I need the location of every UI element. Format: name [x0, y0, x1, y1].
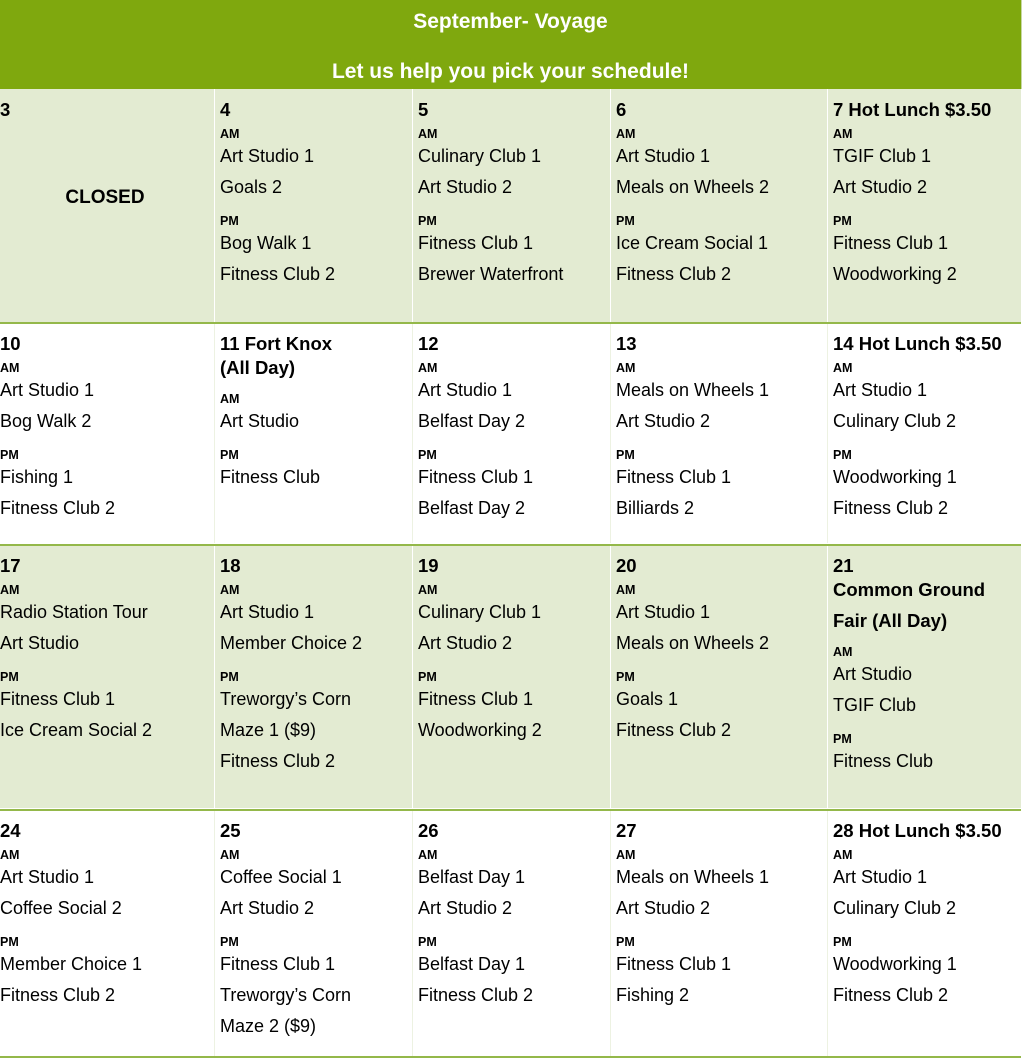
- day-cell: [214, 810, 412, 1056]
- time-label: AM: [616, 361, 636, 375]
- activity-item: Fitness Club 1: [616, 467, 732, 487]
- day-cell: [214, 323, 412, 543]
- activity-item: TGIF Club 1: [833, 146, 932, 166]
- day-cell: [610, 323, 827, 543]
- day-cell: [827, 323, 1021, 543]
- time-label: PM: [418, 448, 437, 462]
- activity-item: Maze 1 ($9): [220, 720, 317, 740]
- activity-item: Art Studio 1: [833, 380, 928, 400]
- activity-item: Fitness Club 2: [220, 264, 336, 284]
- activity-item: Art Studio 1: [0, 867, 95, 887]
- week-row: [0, 323, 1021, 543]
- activity-item: Fitness Club 2: [616, 720, 732, 740]
- activity-item: Art Studio 1: [616, 146, 711, 166]
- activity-item: Art Studio 2: [616, 411, 711, 431]
- time-label: PM: [418, 214, 437, 228]
- day-event-title: Fair (All Day): [833, 610, 948, 631]
- activity-item: Fitness Club 2: [0, 985, 116, 1005]
- day-number: 11 Fort Knox: [220, 333, 333, 354]
- day-cell: [610, 89, 827, 322]
- day-cell: [610, 810, 827, 1056]
- activity-item: Art Studio 1: [0, 380, 95, 400]
- time-label: AM: [616, 583, 636, 597]
- activity-item: Member Choice 1: [0, 954, 143, 974]
- time-label: PM: [220, 214, 239, 228]
- activity-item: Art Studio: [833, 664, 913, 684]
- day-number: 21: [833, 555, 854, 576]
- time-label: AM: [0, 361, 20, 375]
- activity-item: Art Studio: [220, 411, 300, 431]
- activity-item: Brewer Waterfront: [418, 264, 564, 284]
- day-cell: [412, 323, 610, 543]
- activity-item: Radio Station Tour: [0, 602, 148, 622]
- time-label: AM: [616, 848, 636, 862]
- day-number: 14 Hot Lunch $3.50: [833, 333, 1002, 354]
- activity-item: Art Studio: [0, 633, 80, 653]
- activity-item: Maze 2 ($9): [220, 1016, 317, 1036]
- time-label: PM: [616, 935, 635, 949]
- day-number: 12: [418, 333, 439, 354]
- time-label: AM: [418, 583, 438, 597]
- day-cell: [214, 89, 412, 322]
- day-cell: [827, 545, 1021, 808]
- day-number: 25: [220, 820, 241, 841]
- day-cell: [0, 323, 214, 543]
- activity-item: Fitness Club 1: [418, 689, 534, 709]
- time-label: AM: [220, 127, 240, 141]
- activity-item: Art Studio 1: [220, 602, 315, 622]
- row-divider: [0, 809, 1021, 811]
- activity-item: Culinary Club 1: [418, 602, 542, 622]
- activity-item: Goals 2: [220, 177, 283, 197]
- day-cell: [412, 810, 610, 1056]
- activity-item: Bog Walk 1: [220, 233, 312, 253]
- time-label: AM: [0, 583, 20, 597]
- day-number: 6: [616, 99, 627, 120]
- time-label: AM: [220, 392, 240, 406]
- week-row: [0, 545, 1021, 808]
- activity-item: Art Studio 1: [418, 380, 513, 400]
- activity-item: Bog Walk 2: [0, 411, 92, 431]
- activity-item: Culinary Club 1: [418, 146, 542, 166]
- row-divider: [0, 322, 1021, 324]
- activity-item: Culinary Club 2: [833, 411, 957, 431]
- calendar-header: [0, 0, 1022, 89]
- day-number: 20: [616, 555, 637, 576]
- time-label: PM: [616, 448, 635, 462]
- activity-item: Belfast Day 2: [418, 498, 526, 518]
- time-label: PM: [833, 214, 852, 228]
- time-label: PM: [833, 935, 852, 949]
- time-label: PM: [0, 935, 19, 949]
- activity-item: Fitness Club 1: [418, 233, 534, 253]
- day-number: 13: [616, 333, 637, 354]
- day-number: 17: [0, 555, 21, 576]
- activity-item: Fitness Club 1: [616, 954, 732, 974]
- week-row: [0, 810, 1021, 1056]
- day-number: 4: [220, 99, 231, 120]
- activity-item: Fitness Club 2: [833, 985, 949, 1005]
- activity-item: Belfast Day 2: [418, 411, 526, 431]
- day-number: 27: [616, 820, 637, 841]
- week-row: [0, 89, 1021, 322]
- activity-item: Fitness Club 2: [0, 498, 116, 518]
- time-label: PM: [220, 448, 239, 462]
- time-label: PM: [418, 935, 437, 949]
- activity-item: Fitness Club 2: [220, 751, 336, 771]
- activity-item: Fitness Club 1: [220, 954, 336, 974]
- day-number: 7 Hot Lunch $3.50: [833, 99, 992, 120]
- activity-item: Meals on Wheels 1: [616, 867, 770, 887]
- day-cell: [0, 810, 214, 1056]
- time-label: PM: [616, 670, 635, 684]
- activity-item: Woodworking 2: [418, 720, 542, 740]
- activity-item: Billiards 2: [616, 498, 695, 518]
- activity-item: Art Studio 2: [220, 898, 315, 918]
- activity-item: Fitness Club 2: [833, 498, 949, 518]
- activity-item: Coffee Social 2: [0, 898, 122, 918]
- time-label: AM: [833, 645, 853, 659]
- time-label: PM: [833, 448, 852, 462]
- day-cell: [0, 545, 214, 808]
- activity-item: Fitness Club: [833, 751, 934, 771]
- day-cell: [412, 89, 610, 322]
- time-label: PM: [0, 670, 19, 684]
- time-label: AM: [418, 127, 438, 141]
- activity-item: Ice Cream Social 2: [0, 720, 153, 740]
- time-label: PM: [418, 670, 437, 684]
- activity-item: Art Studio 2: [616, 898, 711, 918]
- day-cell: [412, 545, 610, 808]
- time-label: PM: [0, 448, 19, 462]
- activity-item: Art Studio 1: [220, 146, 315, 166]
- activity-item: Woodworking 1: [833, 467, 957, 487]
- activity-item: Fitness Club 2: [616, 264, 732, 284]
- closed-label: CLOSED: [65, 187, 145, 208]
- time-label: AM: [220, 583, 240, 597]
- activity-item: Fitness Club: [220, 467, 321, 487]
- activity-item: Art Studio 1: [616, 602, 711, 622]
- activity-item: Meals on Wheels 2: [616, 177, 770, 197]
- day-number: 24: [0, 820, 21, 841]
- activity-item: Treworgy’s Corn: [220, 985, 352, 1005]
- time-label: AM: [220, 848, 240, 862]
- activity-item: Art Studio 2: [833, 177, 928, 197]
- activity-item: Fitness Club 2: [418, 985, 534, 1005]
- activity-item: Meals on Wheels 1: [616, 380, 770, 400]
- activity-item: Woodworking 2: [833, 264, 957, 284]
- activity-item: TGIF Club: [833, 695, 917, 715]
- activity-item: Fitness Club 1: [833, 233, 949, 253]
- activity-item: Art Studio 2: [418, 177, 513, 197]
- time-label: PM: [616, 214, 635, 228]
- day-number: 26: [418, 820, 439, 841]
- activity-item: Fishing 1: [0, 467, 74, 487]
- day-cell: [610, 545, 827, 808]
- time-label: AM: [833, 848, 853, 862]
- day-cell: [827, 810, 1021, 1056]
- day-number: 28 Hot Lunch $3.50: [833, 820, 1002, 841]
- time-label: PM: [220, 670, 239, 684]
- day-number: 5: [418, 99, 429, 120]
- day-cell: [0, 89, 214, 322]
- activity-item: Fishing 2: [616, 985, 690, 1005]
- activity-item: Member Choice 2: [220, 633, 363, 653]
- calendar-title: September- Voyage: [413, 10, 608, 33]
- day-cell: [214, 545, 412, 808]
- activity-item: Art Studio 2: [418, 898, 513, 918]
- day-number: 3: [0, 99, 11, 120]
- day-number: 18: [220, 555, 241, 576]
- activity-item: Woodworking 1: [833, 954, 957, 974]
- activity-item: Meals on Wheels 2: [616, 633, 770, 653]
- activity-item: Goals 1: [616, 689, 679, 709]
- activity-item: Art Studio 2: [418, 633, 513, 653]
- time-label: PM: [833, 732, 852, 746]
- time-label: AM: [418, 361, 438, 375]
- activity-item: Fitness Club 1: [418, 467, 534, 487]
- day-number: 10: [0, 333, 21, 354]
- activity-item: Ice Cream Social 1: [616, 233, 769, 253]
- time-label: AM: [833, 127, 853, 141]
- time-label: AM: [418, 848, 438, 862]
- activity-item: Coffee Social 1: [220, 867, 342, 887]
- activity-item: Fitness Club 1: [0, 689, 116, 709]
- activity-item: Belfast Day 1: [418, 867, 526, 887]
- time-label: AM: [833, 361, 853, 375]
- day-cell: [827, 89, 1021, 322]
- activity-item: Belfast Day 1: [418, 954, 526, 974]
- activity-item: Treworgy’s Corn: [220, 689, 352, 709]
- day-event-title: Common Ground: [833, 579, 986, 600]
- time-label: PM: [220, 935, 239, 949]
- calendar-subtitle: Let us help you pick your schedule!: [331, 60, 690, 83]
- row-divider: [0, 544, 1021, 546]
- day-event-title: (All Day): [220, 357, 296, 378]
- day-number: 19: [418, 555, 439, 576]
- time-label: AM: [616, 127, 636, 141]
- row-divider: [0, 1056, 1021, 1058]
- time-label: AM: [0, 848, 20, 862]
- activity-item: Culinary Club 2: [833, 898, 957, 918]
- activity-item: Art Studio 1: [833, 867, 928, 887]
